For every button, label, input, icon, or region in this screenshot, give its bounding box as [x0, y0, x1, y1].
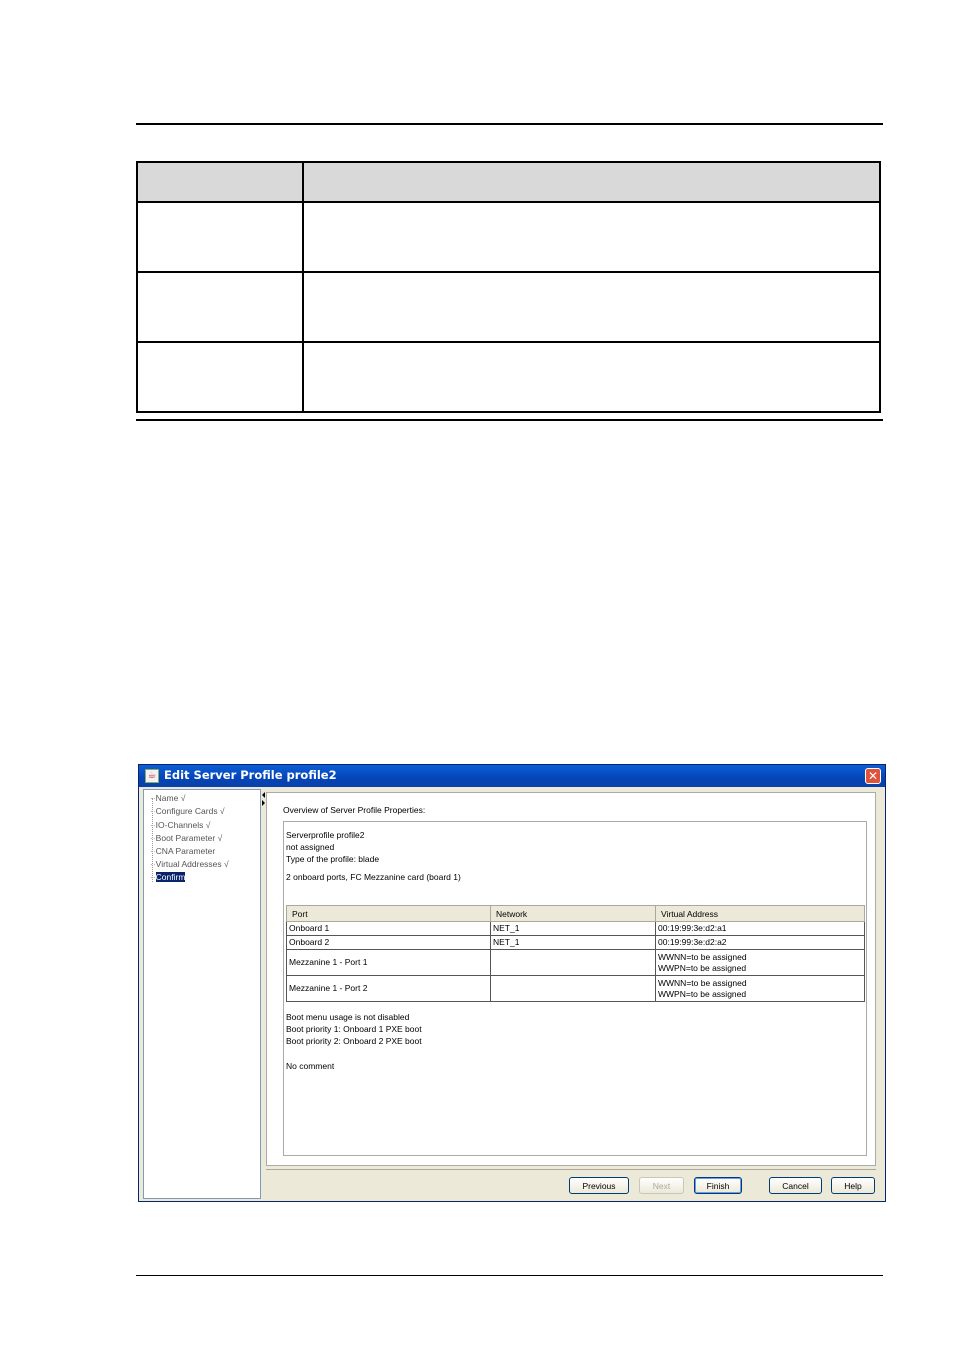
java-app-icon: ☕ — [145, 769, 159, 783]
tree-item-confirm[interactable]: ··Confirm — [150, 872, 186, 882]
overview-panel — [266, 792, 876, 1166]
address-cell — [656, 950, 865, 976]
address-line-1: WWNN=to be assigned — [658, 951, 747, 962]
collapse-left-arrow-icon[interactable] — [262, 792, 265, 798]
table-cell — [303, 202, 880, 272]
table-cell — [137, 202, 303, 272]
address-cell — [656, 922, 865, 936]
network-cell — [491, 976, 656, 1002]
table-header-cell — [303, 162, 880, 202]
previous-button[interactable]: Previous — [569, 1177, 629, 1194]
tree-item-io-channels[interactable]: ··IO-Channels √ — [150, 820, 211, 830]
address-cell — [656, 976, 865, 1002]
address-line-2: WWPN=to be assigned — [658, 988, 747, 999]
tree-item-cna-parameter[interactable]: ··CNA Parameter — [150, 846, 216, 856]
column-header-virtual-address[interactable]: Virtual Address — [656, 906, 865, 922]
network-cell: NET_1 — [491, 922, 656, 936]
cancel-button[interactable]: Cancel — [769, 1177, 822, 1194]
profile-type-text: Type of the profile: blade — [286, 854, 380, 864]
boot-priority-2-text: Boot priority 2: Onboard 2 PXE boot — [286, 1036, 422, 1046]
tree-item-configure-cards[interactable]: ··Configure Cards √ — [150, 806, 225, 816]
table-row — [137, 202, 880, 272]
table-cell — [303, 272, 880, 342]
table-cell — [303, 342, 880, 412]
close-button[interactable] — [865, 768, 881, 784]
address-line-1: 00:19:99:3e:d2:a1 — [658, 923, 727, 933]
network-cell: NET_1 — [491, 936, 656, 950]
table-row — [137, 272, 880, 342]
page-header-rule — [136, 123, 883, 125]
tree-item-virtual-addresses[interactable]: ··Virtual Addresses √ — [150, 859, 229, 869]
table-row[interactable] — [287, 936, 865, 950]
address-line-2: WWPN=to be assigned — [658, 962, 747, 973]
comment-text: No comment — [286, 1061, 335, 1071]
table-header-row — [137, 162, 880, 202]
port-cell: Onboard 1 — [287, 922, 491, 936]
table-header-cell — [137, 162, 303, 202]
assignment-text: not assigned — [286, 842, 335, 852]
ports-summary-text: 2 onboard ports, FC Mezzanine card (board 1) — [286, 872, 461, 882]
page-footer-rule — [136, 1275, 883, 1276]
port-cell: Mezzanine 1 - Port 1 — [287, 950, 491, 976]
boot-priority-1-text: Boot priority 1: Onboard 1 PXE boot — [286, 1024, 422, 1034]
finish-button[interactable]: Finish — [694, 1177, 742, 1194]
network-cell — [491, 950, 656, 976]
port-address-table — [286, 905, 865, 1002]
table-cell — [137, 272, 303, 342]
help-button[interactable]: Help — [831, 1177, 875, 1194]
dialog-titlebar[interactable] — [139, 765, 885, 787]
document-table — [136, 161, 881, 413]
address-cell — [656, 936, 865, 950]
table-cell — [137, 342, 303, 412]
column-header-port[interactable]: Port — [287, 906, 491, 922]
tree-item-boot-parameter[interactable]: ··Boot Parameter √ — [150, 833, 223, 843]
table-row[interactable] — [287, 976, 865, 1002]
port-cell: Mezzanine 1 - Port 2 — [287, 976, 491, 1002]
table-row[interactable] — [287, 922, 865, 936]
column-header-network[interactable]: Network — [491, 906, 656, 922]
next-button[interactable]: Next — [639, 1177, 684, 1194]
profile-name-text: Serverprofile profile2 — [286, 830, 365, 840]
expand-right-arrow-icon[interactable] — [262, 800, 265, 806]
edit-server-profile-dialog — [138, 764, 886, 1202]
table-row[interactable] — [287, 950, 865, 976]
close-icon: ✕ — [867, 769, 879, 783]
port-cell: Onboard 2 — [287, 936, 491, 950]
table-header-row — [287, 906, 865, 922]
dialog-title: Edit Server Profile profile2 — [164, 768, 337, 782]
tree-item-name[interactable]: ··Name √ — [150, 793, 186, 803]
overview-text-area[interactable] — [283, 821, 867, 1156]
table-row — [137, 342, 880, 412]
boot-menu-text: Boot menu usage is not disabled — [286, 1012, 410, 1022]
address-line-1: WWNN=to be assigned — [658, 977, 747, 988]
button-bar-separator — [266, 1169, 876, 1170]
address-line-1: 00:19:99:3e:d2:a2 — [658, 937, 727, 947]
table-bottom-rule — [136, 419, 883, 421]
wizard-step-tree — [143, 789, 261, 1199]
overview-heading: Overview of Server Profile Properties: — [283, 805, 426, 815]
